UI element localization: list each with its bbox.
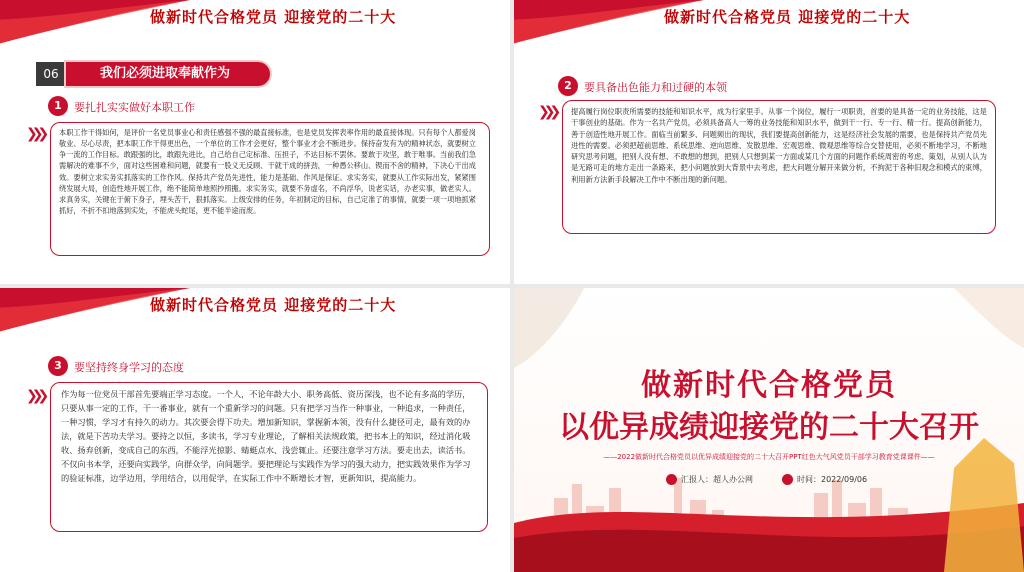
section-number: 06: [36, 62, 66, 86]
slide-3[interactable]: [0, 288, 510, 572]
sub-number-badge: 1: [48, 96, 68, 116]
sub-number-badge: 2: [558, 76, 578, 96]
content-box: 作为每一位党员干部首先要端正学习态度。一个人，不论年龄大小、职务高低、资历深浅，也不论有多高的学历，只要从事一定的工作，干一番事业，就有一个重新学习的问题。只有把学习当作一种事业，一种追求，一种责任，一种习惯，学习才有持久的动力。其次要会得下功夫。增加新知识，掌握新本领，没有什么捷径可走，最有效的办法，就是下苦功夫学习。要持之以恒，多读书，学习专业理论，了解相关法规政策，把书本上的知识，经过消化吸收、扬弃创新，变成自己的东西，不能浮光掠影、蜻蜓点水、浅尝辄止。还要注意学习方法。要走出去，读活书。不仅向书本学，还要向实践学，向群众学，向间题学。要把理论与实践作为学习的强大动力，把实践效果作为学习的验证标准，边学边用，学用结合，以用促学，在实际工作中不断增长才智，更新知识，提高能力。: [50, 382, 488, 532]
sub-title: 要具备出色能力和过硬的本领: [584, 81, 727, 94]
time-text: 时间：2022/09/06: [797, 475, 868, 484]
cover-title-line1: 做新时代合格党员: [641, 368, 897, 403]
chevron-arrows-icon: ❯❯❯: [26, 388, 44, 404]
sub-title: 要坚持终身学习的态度: [74, 361, 184, 374]
slide-2[interactable]: [514, 0, 1024, 284]
sub-title: 要扎扎实实做好本职工作: [74, 101, 195, 114]
chevron-arrows-icon: ❯❯❯: [26, 126, 44, 142]
content-box: 提高履行岗位职责所需要的技能和知识水平，成为行家里手。从事一个岗位，履行一项职责，首要的是具备一定的业务技能，这是干事创业的基础。作为一名共产党员，必须具备高人一筹的业务技能和知识水平，做到干一行、专一行、精一行。提高创新能力，善于创造性地开展工作。面临当前繁多、问题频出的现状，我们要提高创新能力，这是经济社会发展的需要，也是保持共产党员先进性的需要。必须把超前思维、系统思维、逆向思维、发散思维、宏观思维、微观思维等综合交替使用，必须不断地学习，不断地研究思考问题，把别人没有想、不敢想的想到，把别人只想到某一方面或某几个方面的问题作系统周密的考虑、策划，从别人认为是无路可走的地方走出一条路来，把小问题放到大背景中去考虑，把大问题分解开来做分析，不拘泥于各种旧观念和模式的束缚，利用新方法新手段解决工作中不断出现的新问题。: [562, 100, 996, 234]
header-title: 做新时代合格党员 迎接党的二十大: [150, 296, 397, 314]
cover-subtitle: ——2022做新时代合格党员以优异成绩迎接党的二十大召开PPT红色大气风党员干部学习教育党课课件——: [603, 453, 935, 461]
time-info: [782, 474, 867, 485]
slide-1[interactable]: [0, 0, 510, 284]
reporter-text: 汇报人：超人办公网: [681, 475, 753, 484]
clock-icon: [782, 474, 793, 485]
reporter-info: [666, 474, 753, 485]
header-title: 做新时代合格党员 迎接党的二十大: [150, 8, 397, 26]
section-title: 我们必须进取奉献作为: [66, 62, 270, 86]
header-title: 做新时代合格党员 迎接党的二十大: [664, 8, 911, 26]
chevron-arrows-icon: ❯❯❯: [538, 104, 556, 120]
sub-number-badge: 3: [48, 356, 68, 376]
slide-4-cover[interactable]: [514, 288, 1024, 572]
content-box: 本职工作干得如何，是评价一名党员事业心和责任感强不强的最直接标准，也是党员发挥表率作用的最直接体现。只有每个人都爱岗敬业、尽心尽责，把本职工作干得更出色，一个单位的工作才会更好，整个事业才会不断进步。保持奋发有为的精神状态，就要树立争一流的工作目标。敢跟强的比，敢跟先进比，自己给自己定标准、压担子，不达目标不罢休。要敢于攻坚，敢于唯事。当前我们急需解决的难事不少，面对这些困难和问题，就要有一股义无反顾、干就干成的拼劲，一种愚公移山、锲而不舍的精神，下决心干出成效。要树立求实务实抓落实的工作作风。保持共产党员先进性，能力是基础、作风是保证。求实务实，就要从工作实际出发，紧紧围绕发展大局，创造性地开展工作，绝不能简单地照抄照搬。求实务实，就要不务虚名，不尚浮华，说老实话，办老实事，做老实人。求真务实，关键在于俯下身子，埋头苦干，狠抓落实。上级安排的任务，年初制定的目标，自己定准了的事情，就要一项一项地抓紧抓好，不折不扣地落到实处，不能虎头蛇尾，更不能半途而废。: [50, 122, 490, 256]
cover-title-line2: 以优异成绩迎接党的二十大召开: [559, 410, 979, 445]
user-icon: [666, 474, 677, 485]
